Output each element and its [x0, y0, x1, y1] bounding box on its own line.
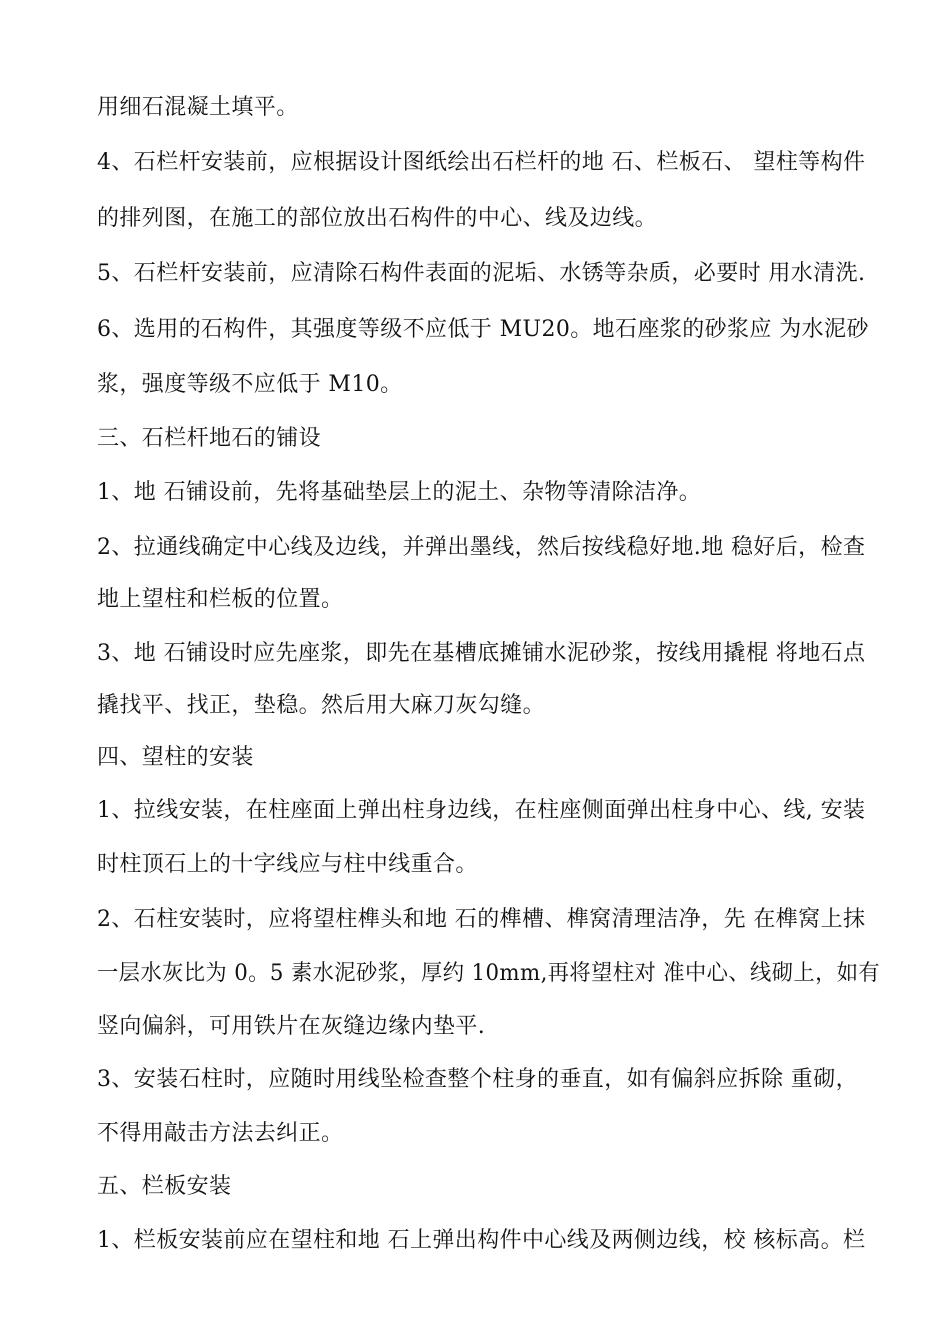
text-line: 浆，强度等级不应低于 M10。	[97, 372, 403, 397]
section-heading: 三、石栏杆地石的铺设	[97, 426, 322, 451]
text-line: 5、石栏杆安装前，应清除石构件表面的泥垢、水锈等杂质，必要时 用水清洗.	[97, 261, 866, 286]
section-heading: 四、望柱的安装	[97, 745, 254, 770]
text-line: 地上望柱和栏板的位置。	[97, 587, 344, 612]
text-line: 竖向偏斜，可用铁片在灰缝边缘内垫平.	[97, 1014, 486, 1039]
text-line: 3、安装石柱时，应随时用线坠检查整个柱身的垂直，如有偏斜应拆除 重砌，	[97, 1067, 858, 1092]
text-line: 1、拉线安装，在柱座面上弹出柱身边线，在柱座侧面弹出柱身中心、线, 安装	[97, 798, 866, 823]
text-line: 撬找平、找正，垫稳。然后用大麻刀灰勾缝。	[97, 693, 546, 718]
text-line: 的排列图，在施工的部位放出石构件的中心、线及边线。	[97, 206, 658, 231]
text-line: 1、地 石铺设前，先将基础垫层上的泥土、杂物等清除洁净。	[97, 480, 702, 505]
text-line: 用细石混凝土填平。	[97, 95, 299, 120]
text-line: 时柱顶石上的十字线应与柱中线重合。	[97, 852, 478, 877]
text-line: 2、拉通线确定中心线及边线，并弹出墨线，然后按线稳好地.地 稳好后，检查	[97, 535, 866, 560]
section-heading: 五、栏板安装	[97, 1174, 232, 1199]
text-line: 2、石柱安装时，应将望柱榫头和地 石的榫槽、榫窝清理洁净，先 在榫窝上抹	[97, 907, 866, 932]
text-line: 一层水灰比为 0。5 素水泥砂浆，厚约 10mm,再将望柱对 准中心、线砌上，如有	[97, 961, 881, 986]
text-line: 6、选用的石构件，其强度等级不应低于 MU20。地石座浆的砂浆应 为水泥砂	[97, 317, 869, 342]
text-line: 1、栏板安装前应在望柱和地 石上弹出构件中心线及两侧边线，校 核标高。栏	[97, 1228, 866, 1253]
text-line: 不得用敲击方法去纠正。	[97, 1121, 344, 1146]
text-line: 4、石栏杆安装前，应根据设计图纸绘出石栏杆的地 石、栏板石、 望柱等构件	[97, 150, 866, 175]
text-line: 3、地 石铺设时应先座浆，即先在基槽底摊铺水泥砂浆，按线用撬棍 将地石点	[97, 641, 866, 666]
